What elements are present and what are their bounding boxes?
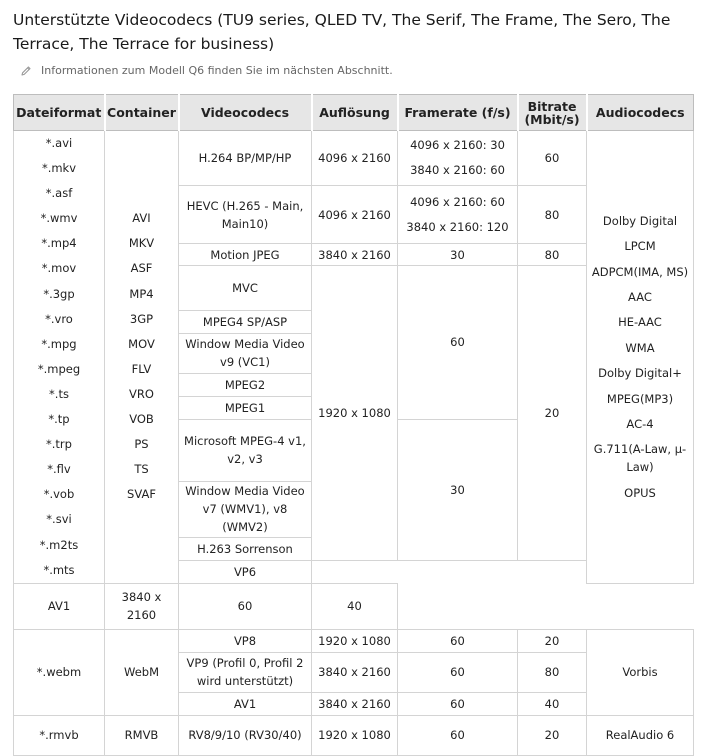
framerate-line: 3840 x 2160: 60	[410, 163, 505, 177]
file-format-item: *.flv	[47, 462, 71, 477]
header-bitrate-line1: Bitrate	[527, 98, 577, 114]
header-framerate: Framerate (f/s)	[398, 95, 518, 131]
framerate-line: 4096 x 2160: 30	[410, 138, 505, 152]
file-format-item: *.vob	[43, 487, 75, 502]
bitrate-cell: 80	[518, 186, 587, 244]
file-format-item: *.3gp	[43, 286, 75, 301]
container-item: FLV	[131, 361, 152, 376]
table-row	[14, 131, 694, 186]
file-format-item: *.tp	[48, 412, 70, 427]
codec-cell: Microsoft MPEG-4 v1, v2, v3	[179, 419, 312, 481]
file-format-item: *.vro	[45, 311, 73, 326]
file-format-cell: *.rmvb	[14, 715, 105, 755]
framerate-cell: 60	[398, 692, 518, 715]
audio-codec-item: Dolby Digital+	[598, 366, 682, 381]
framerate-line: 3840 x 2160: 120	[406, 219, 509, 234]
header-bitrate	[518, 95, 587, 131]
audio-codec-item: OPUS	[624, 485, 656, 500]
codec-cell: Window Media Video v9 (VC1)	[179, 333, 312, 373]
resolution-cell: 1920 x 1080	[312, 629, 398, 652]
page-title: Unterstützte Videocodecs (TU9 series, QLED TV, The Serif, The Frame, The Sero, The Terrace, The Terrace for business)	[13, 11, 671, 53]
table-row	[14, 715, 694, 755]
audio-codec-item: AAC	[628, 290, 652, 305]
file-format-item: *.trp	[46, 437, 72, 452]
container-item: ASF	[130, 261, 153, 276]
resolution-cell: 1920 x 1080	[312, 715, 398, 755]
file-format-item: *.asf	[45, 186, 73, 201]
audio-codec-item: G.711(A-Law, μ-Law)	[593, 442, 687, 475]
header-container: Container	[105, 95, 179, 131]
container-item: SVAF	[127, 487, 156, 502]
codec-cell: Motion JPEG	[179, 244, 312, 266]
bitrate-cell: 20	[518, 266, 587, 561]
header-file-format: Dateiformat	[14, 95, 105, 131]
audio-codec-list	[587, 131, 694, 584]
container-cell: RMVB	[105, 715, 179, 755]
file-format-item: *.ts	[49, 386, 69, 401]
header-bitrate-line2: (Mbit/s)	[524, 111, 580, 127]
table-row	[14, 629, 694, 652]
framerate-cell: 30	[398, 244, 518, 266]
file-format-item: *.m2ts	[39, 537, 79, 552]
resolution-cell: 1920 x 1080	[312, 266, 398, 561]
file-format-item: *.svi	[46, 512, 72, 527]
video-codecs-table	[13, 94, 694, 756]
resolution-cell: 3840 x 2160	[312, 652, 398, 692]
resolution-cell: 3840 x 2160	[312, 244, 398, 266]
bitrate-cell: 80	[518, 652, 587, 692]
framerate-cell: 30	[398, 419, 518, 560]
note-text: Informationen zum Modell Q6 finden Sie im nächsten Abschnitt.	[41, 64, 393, 77]
audio-codec-cell: Vorbis	[587, 629, 694, 715]
container-item: PS	[134, 437, 149, 452]
codec-cell: VP9 (Profil 0, Profil 2 wird unterstützt)	[179, 652, 312, 692]
file-format-item: *.mts	[43, 562, 75, 577]
bitrate-cell: 80	[518, 244, 587, 266]
codec-cell: RV8/9/10 (RV30/40)	[179, 715, 312, 755]
header-video-codecs: Videocodecs	[179, 95, 312, 131]
resolution-cell: 3840 x 2160	[312, 692, 398, 715]
codec-cell: Window Media Video v7 (WMV1), v8 (WMV2)	[179, 481, 312, 537]
codec-cell: MPEG1	[179, 396, 312, 419]
container-item: MP4	[129, 286, 154, 301]
bitrate-cell: 20	[518, 629, 587, 652]
framerate-cell	[398, 131, 518, 186]
file-format-item: *.wmv	[40, 211, 78, 226]
resolution-cell: 3840 x 2160	[105, 583, 179, 629]
codec-cell: H.264 BP/MP/HP	[179, 131, 312, 186]
model-note	[20, 64, 393, 77]
codec-cell: AV1	[14, 583, 105, 629]
container-item: VRO	[129, 386, 154, 401]
resolution-cell: 4096 x 2160	[312, 186, 398, 244]
audio-codec-item: ADPCM(IMA, MS)	[591, 264, 689, 279]
resolution-cell: 4096 x 2160	[312, 131, 398, 186]
container-item: 3GP	[129, 311, 154, 326]
codec-cell: AV1	[179, 692, 312, 715]
header-audio-codecs: Audiocodecs	[587, 95, 694, 131]
framerate-line: 4096 x 2160: 60	[410, 194, 505, 209]
bitrate-cell: 40	[518, 692, 587, 715]
framerate-cell: 60	[398, 266, 518, 420]
bitrate-cell: 60	[518, 131, 587, 186]
framerate-cell: 60	[398, 715, 518, 755]
codec-cell: MVC	[179, 266, 312, 311]
audio-codec-item: MPEG(MP3)	[606, 391, 674, 406]
header-resolution: Auflösung	[312, 95, 398, 131]
codec-cell: MPEG2	[179, 373, 312, 396]
audio-codec-item: HE-AAC	[618, 315, 662, 330]
file-format-item: *.mpeg	[37, 361, 81, 376]
audio-codec-item: LPCM	[624, 239, 656, 254]
codec-cell: VP6	[179, 560, 312, 583]
bitrate-cell: 40	[312, 583, 398, 629]
audio-codec-item: Dolby Digital	[602, 213, 678, 228]
container-cell: WebM	[105, 629, 179, 715]
framerate-cell	[398, 186, 518, 244]
framerate-cell: 60	[398, 629, 518, 652]
container-item: MOV	[128, 336, 155, 351]
container-item: VOB	[129, 412, 154, 427]
container-item: AVI	[132, 211, 151, 226]
container-item: TS	[134, 462, 149, 477]
file-format-list	[14, 131, 105, 584]
file-format-item: *.mpg	[41, 336, 77, 351]
file-format-item: *.mov	[41, 261, 77, 276]
table-row	[14, 583, 694, 629]
file-format-item: *.mkv	[41, 161, 77, 176]
bitrate-cell: 20	[518, 715, 587, 755]
audio-codec-cell: RealAudio 6	[587, 715, 694, 755]
container-item: MKV	[128, 236, 155, 251]
codec-cell: MPEG4 SP/ASP	[179, 310, 312, 333]
codec-cell: HEVC (H.265 - Main, Main10)	[179, 186, 312, 244]
file-format-item: *.avi	[45, 136, 73, 150]
file-format-cell: *.webm	[14, 629, 105, 715]
framerate-cell: 60	[179, 583, 312, 629]
audio-codec-item: AC-4	[626, 416, 654, 431]
pencil-icon	[20, 65, 32, 77]
audio-codec-item: WMA	[625, 340, 655, 355]
codec-cell: H.263 Sorrenson	[179, 537, 312, 560]
framerate-cell: 60	[398, 652, 518, 692]
codec-cell: VP8	[179, 629, 312, 652]
table-header-row	[14, 95, 694, 131]
container-list	[105, 131, 179, 584]
file-format-item: *.mp4	[41, 236, 77, 251]
